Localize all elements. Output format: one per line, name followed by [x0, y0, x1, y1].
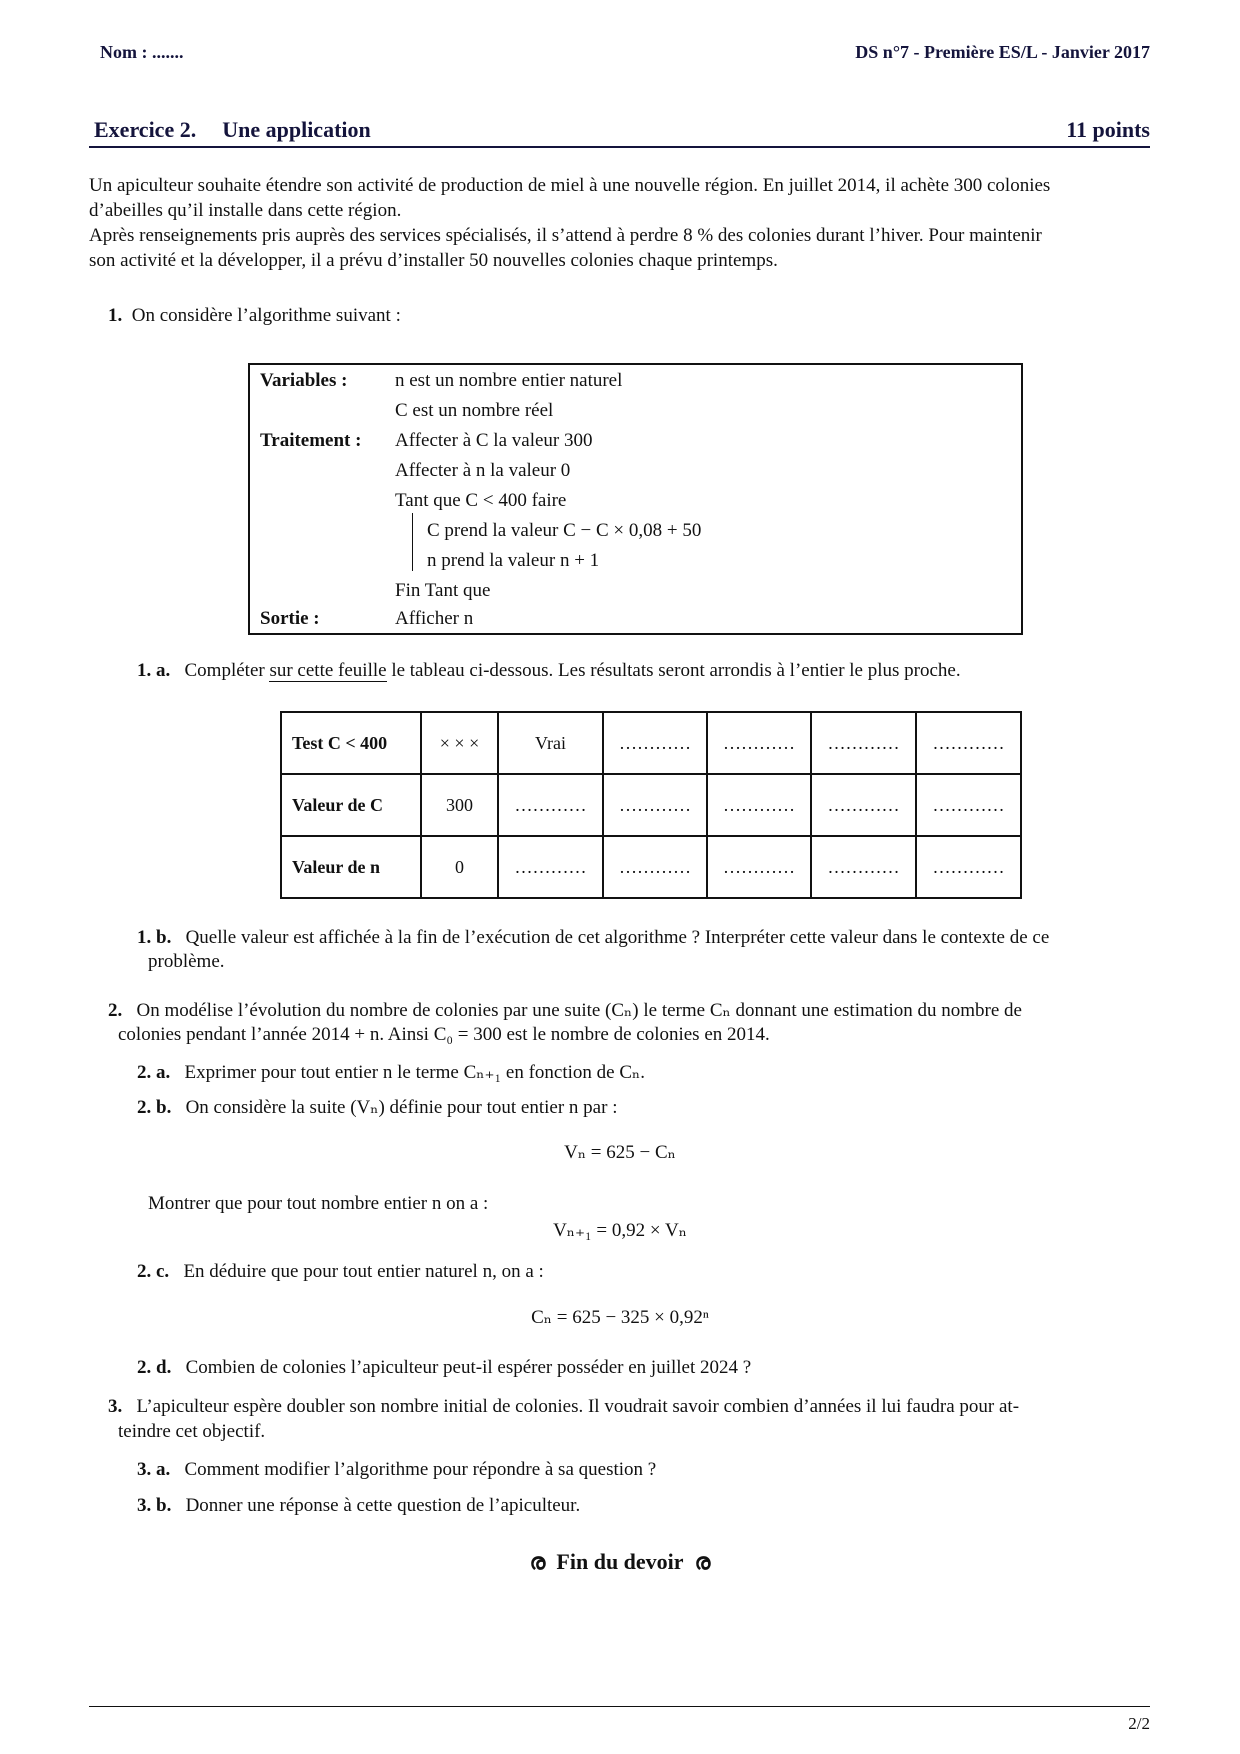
question-1a — [137, 659, 961, 683]
question-text: teindre cet objectif. — [118, 1421, 266, 1442]
values-table — [280, 711, 1022, 899]
table-cell[interactable]: ………… — [603, 712, 707, 774]
end-of-exam — [0, 1550, 1240, 1574]
intro-line: d’abeilles qu’il installe dans cette région. — [89, 200, 402, 221]
algo-traitement-label: Traitement : — [260, 430, 362, 451]
question-text: Quelle valeur est affichée à la fin de l’exécution de cet algorithme ? Interpréter cette valeur dans le contexte de ce — [185, 927, 1050, 948]
algo-line: n prend la valeur n + 1 — [427, 550, 600, 571]
question-text: L’apiculteur espère doubler son nombre initial de colonies. Il voudrait savoir combien d’années il lui faudra pour at- — [136, 1396, 1020, 1417]
question-number: 1. b. — [137, 927, 172, 948]
row-header: Valeur de n — [281, 836, 421, 898]
question-number: 2. a. — [137, 1062, 171, 1083]
question-text: Donner une réponse à cette question de l’apiculteur. — [185, 1495, 581, 1516]
question-1 — [108, 304, 401, 328]
question-3a — [137, 1458, 656, 1482]
question-number: 3. a. — [137, 1459, 171, 1480]
question-text: problème. — [148, 951, 225, 972]
question-text: Compléter — [184, 660, 265, 681]
intro-line: son activité et la développer, il a prévu d’installer 50 nouvelles colonies chaque printemps. — [89, 250, 778, 271]
formula: Vₙ = 625 − Cₙ — [564, 1142, 676, 1163]
algo-line: C prend la valeur C − C × 0,08 + 50 — [427, 520, 702, 541]
question-3b — [137, 1494, 580, 1518]
table-cell[interactable]: ………… — [707, 836, 811, 898]
table-row — [281, 774, 1021, 836]
algorithm-box — [248, 363, 1023, 635]
end-text: Fin du devoir — [556, 1549, 684, 1574]
table-cell: 300 — [421, 774, 498, 836]
algo-line: Fin Tant que — [395, 580, 491, 601]
table-cell[interactable]: ………… — [811, 836, 916, 898]
table-cell[interactable]: ………… — [498, 774, 603, 836]
question-number: 2. c. — [137, 1261, 170, 1282]
exercise-heading — [94, 118, 371, 142]
question-number: 3. b. — [137, 1495, 172, 1516]
question-text: colonies pendant l’année 2014 + n. Ainsi C₀ = 300 est le nombre de colonies en 2014. — [118, 1024, 770, 1045]
table-cell: 0 — [421, 836, 498, 898]
document-header-title: DS n°7 - Première ES/L - Janvier 2017 — [855, 42, 1150, 62]
loop-bar — [412, 513, 413, 571]
row-header: Test C < 400 — [281, 712, 421, 774]
intro-line: Un apiculteur souhaite étendre son activité de production de miel à une nouvelle région. En juillet 2014, il achète 300 colonies — [89, 175, 1051, 196]
ornament-icon: ര — [694, 1549, 711, 1574]
exercise-points: 11 points — [1066, 117, 1150, 142]
question-2 — [108, 999, 1022, 1023]
page-number: 2/2 — [1128, 1714, 1150, 1733]
table-cell[interactable]: ………… — [916, 836, 1021, 898]
table-cell[interactable]: ………… — [811, 712, 916, 774]
algo-line: Tant que C < 400 faire — [395, 490, 567, 511]
table-cell: × × × — [421, 712, 498, 774]
question-number: 2. b. — [137, 1097, 172, 1118]
question-text: Combien de colonies l’apiculteur peut-il espérer posséder en juillet 2024 ? — [185, 1357, 752, 1378]
table-cell[interactable]: ………… — [498, 836, 603, 898]
question-number: 2. d. — [137, 1357, 172, 1378]
algo-line: C est un nombre réel — [395, 400, 554, 421]
question-number: 2. — [108, 1000, 123, 1021]
algo-line: n est un nombre entier naturel — [395, 370, 623, 391]
algo-line: Afficher n — [395, 608, 474, 629]
formula: Vₙ₊₁ = 0,92 × Vₙ — [553, 1220, 687, 1241]
question-text: On modélise l’évolution du nombre de colonies par une suite (Cₙ) le terme Cₙ donnant une estimation du nombre de — [136, 1000, 1022, 1021]
question-text: Montrer que pour tout nombre entier n on a : — [148, 1193, 489, 1214]
table-cell[interactable]: ………… — [707, 774, 811, 836]
question-text: On considère la suite (Vₙ) définie pour tout entier n par : — [185, 1097, 618, 1118]
question-2d — [137, 1356, 751, 1380]
table-cell[interactable]: ………… — [811, 774, 916, 836]
student-name-field: Nom : ....... — [100, 42, 184, 62]
question-2b — [137, 1096, 617, 1120]
table-cell[interactable]: ………… — [603, 774, 707, 836]
question-3 — [108, 1395, 1019, 1419]
table-cell[interactable]: ………… — [916, 712, 1021, 774]
question-text: Comment modifier l’algorithme pour répondre à sa question ? — [184, 1459, 657, 1480]
exercise-number: Exercice 2. — [94, 117, 197, 142]
footer-rule — [89, 1706, 1150, 1707]
question-text: le tableau ci-dessous. Les résultats seront arrondis à l’entier le plus proche. — [391, 660, 961, 681]
question-text: On considère l’algorithme suivant : — [131, 305, 401, 326]
underlined-text: sur cette feuille — [269, 660, 387, 681]
question-number: 3. — [108, 1396, 123, 1417]
row-header: Valeur de C — [281, 774, 421, 836]
algo-line: Affecter à n la valeur 0 — [395, 460, 571, 481]
question-text: Exprimer pour tout entier n le terme Cₙ₊₁ en fonction de Cₙ. — [184, 1062, 645, 1083]
formula: Cₙ = 625 − 325 × 0,92ⁿ — [531, 1307, 709, 1328]
exercise-title: Une application — [222, 117, 371, 142]
question-number: 1. a. — [137, 660, 171, 681]
intro-line: Après renseignements pris auprès des services spécialisés, il s’attend à perdre 8 % des colonies durant l’hiver. Pour maintenir — [89, 225, 1042, 246]
algo-sortie-label: Sortie : — [260, 608, 320, 629]
question-number: 1. — [108, 305, 123, 326]
question-2c — [137, 1260, 544, 1284]
table-cell: Vrai — [498, 712, 603, 774]
algo-variables-label: Variables : — [260, 370, 348, 391]
ornament-icon: ര — [529, 1549, 546, 1574]
table-cell[interactable]: ………… — [603, 836, 707, 898]
table-row — [281, 712, 1021, 774]
table-cell[interactable]: ………… — [916, 774, 1021, 836]
heading-rule — [89, 146, 1150, 148]
question-2a — [137, 1061, 645, 1085]
algo-line: Affecter à C la valeur 300 — [395, 430, 593, 451]
question-text: En déduire que pour tout entier naturel n, on a : — [183, 1261, 544, 1282]
table-cell[interactable]: ………… — [707, 712, 811, 774]
question-1b — [137, 926, 1049, 950]
table-row — [281, 836, 1021, 898]
